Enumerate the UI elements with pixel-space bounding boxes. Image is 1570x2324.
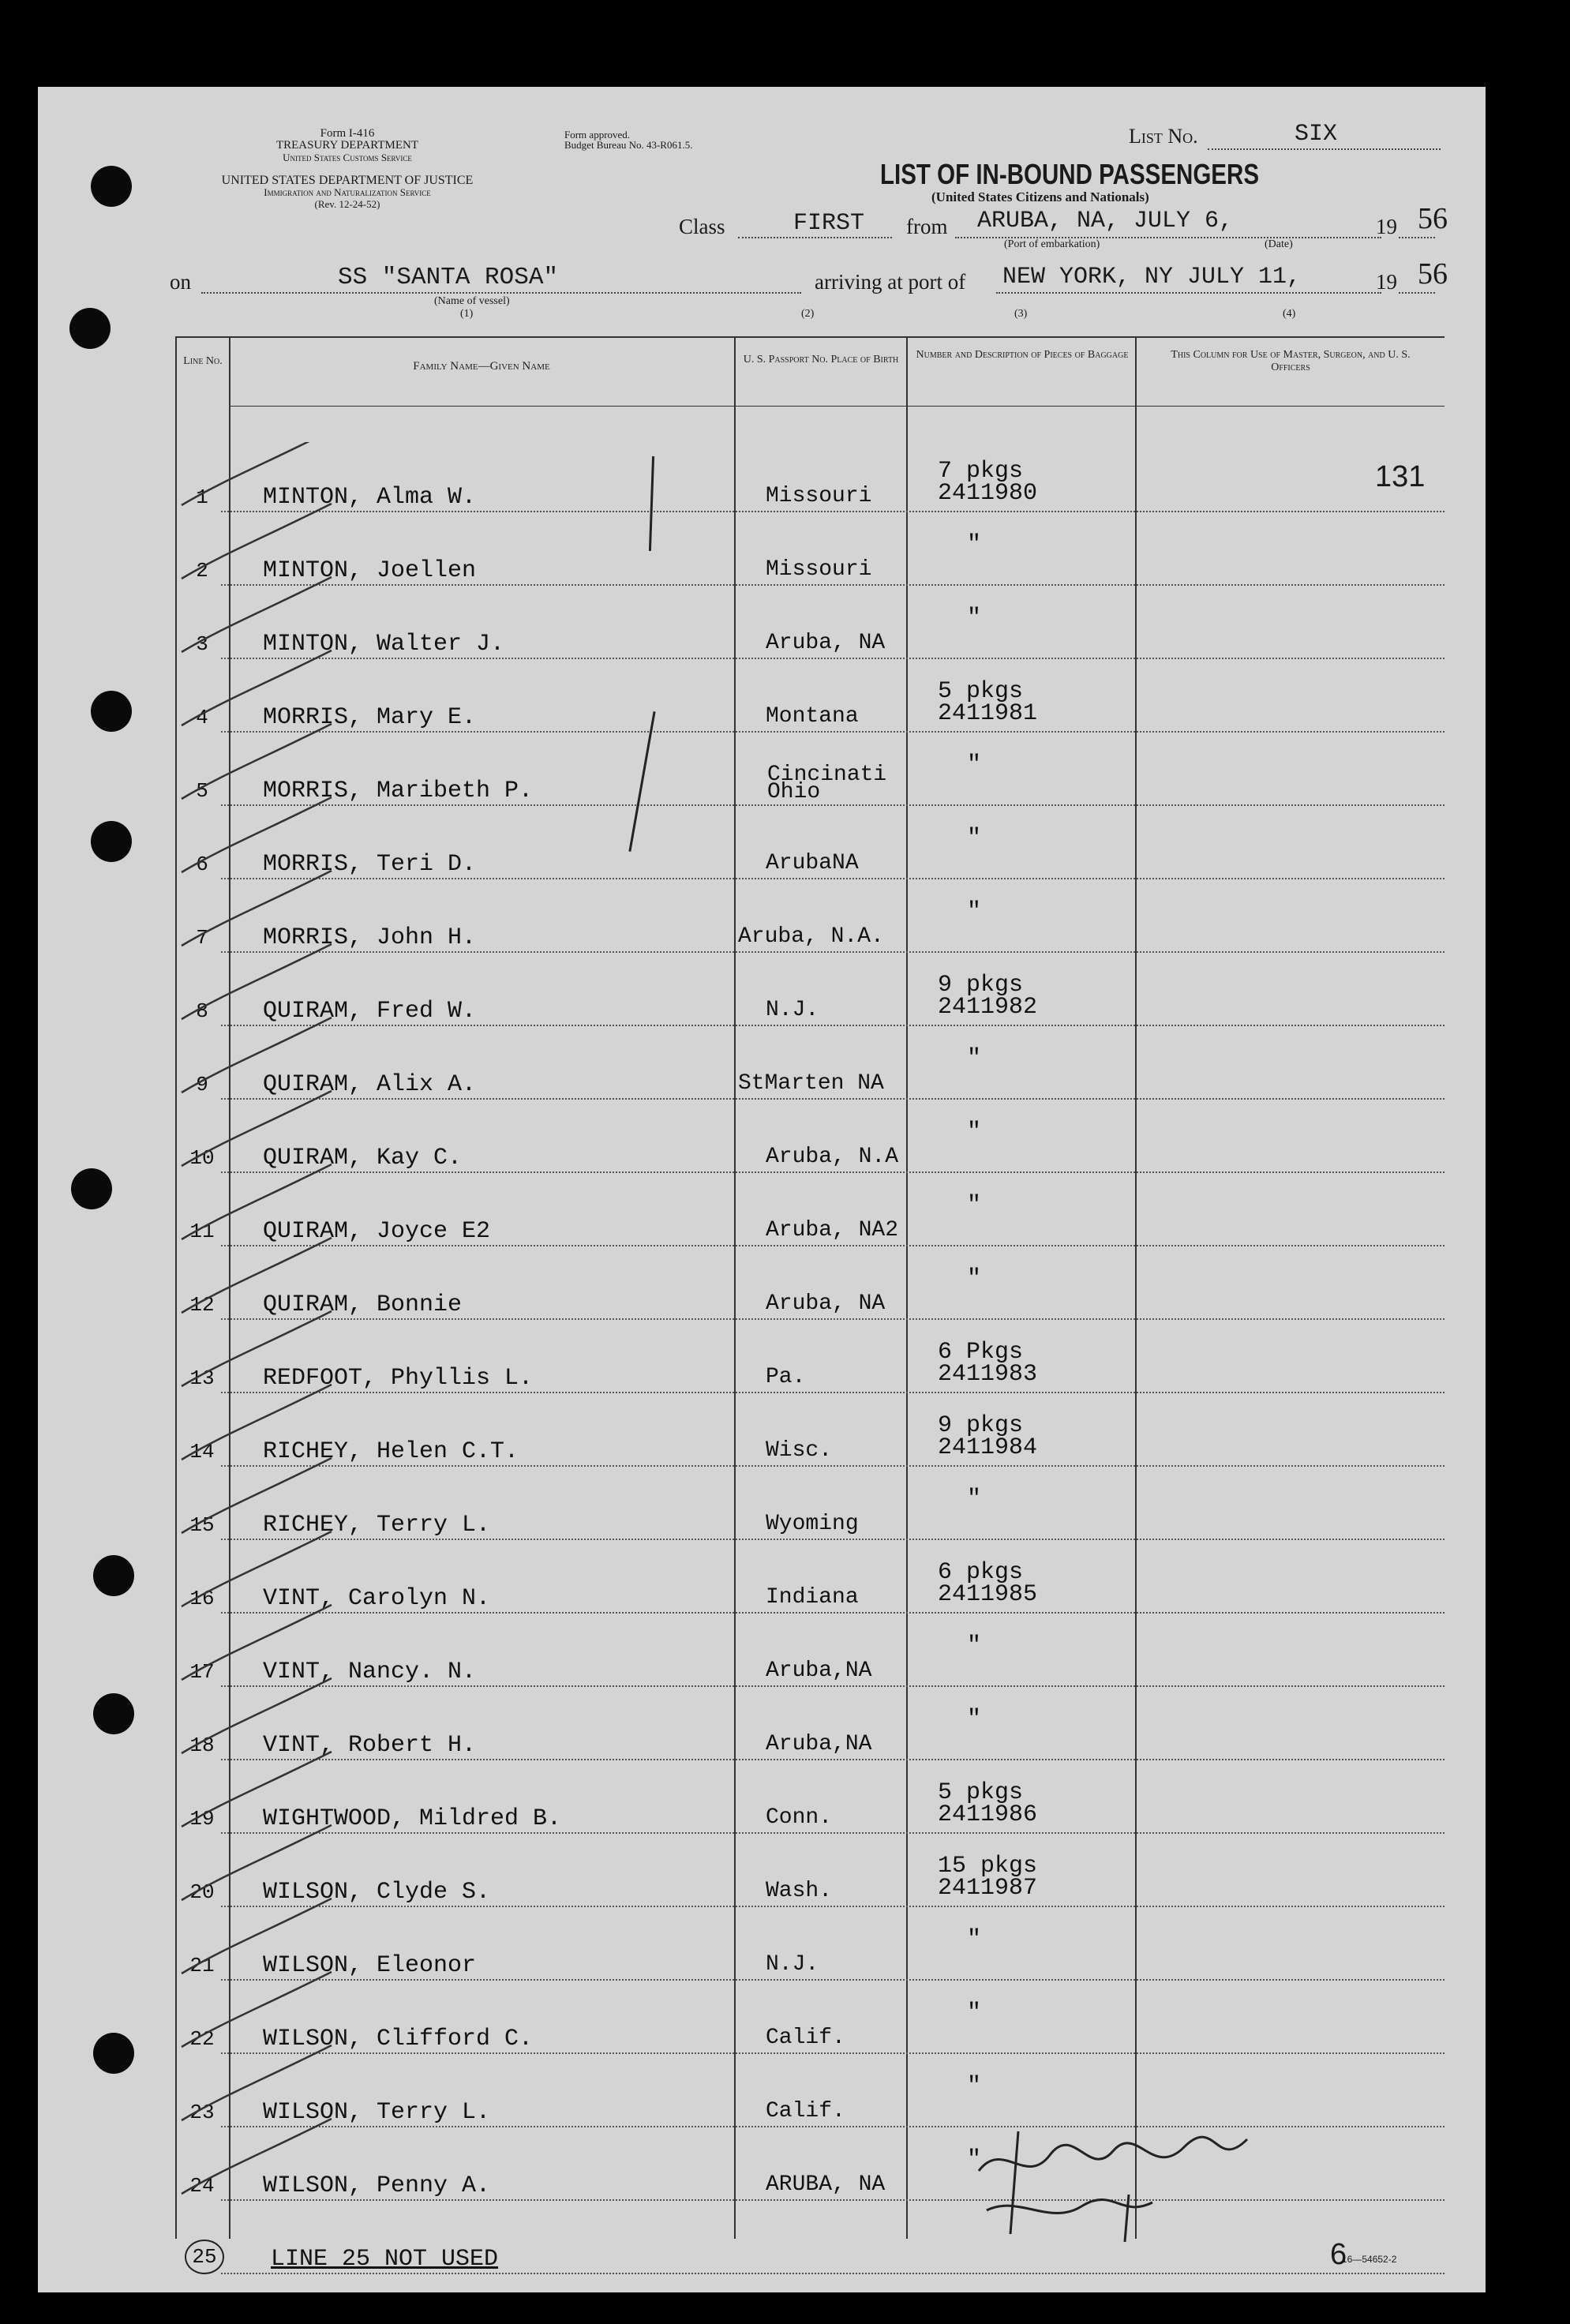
baggage-check-number: 2411985 [938,1581,1038,1608]
line-number: 1 [196,485,208,509]
baggage: " [967,1192,982,1219]
row-dotted-line [221,584,1444,586]
line-number: 23 [189,2101,215,2124]
form-approved-label: Form approved. [564,129,631,141]
baggage-count: 6 Pkgs [938,1339,1024,1366]
line-number: 16 [189,1587,215,1610]
passenger-name: QUIRAM, Bonnie [263,1291,463,1318]
punch-hole [91,166,132,207]
line-number: 19 [189,1807,215,1831]
passenger-name: QUIRAM, Fred W. [263,998,477,1025]
form-info-block [237,128,458,163]
place-of-birth: Indiana [766,1585,859,1610]
baggage-check-number: 2411987 [938,1875,1038,1902]
line-number: 14 [189,1440,215,1464]
baggage-count: 7 pkgs [938,458,1024,485]
place-col-divider [906,336,908,2239]
header-officers: This Column for Use of Master, Surgeon, and U. S. Officers [1171,349,1411,373]
baggage: " [967,1045,982,1072]
line-number: 15 [189,1513,215,1537]
vessel-caption: (Name of vessel) [434,295,510,307]
baggage-check-number: 2411986 [938,1801,1038,1828]
baggage-check-number: 2411982 [938,994,1038,1021]
table-top-border [175,336,1444,338]
from-value: ARUBA, NA, JULY 6, [977,208,1234,234]
line-number: 18 [189,1734,215,1757]
place-of-birth: Aruba,NA [766,1732,872,1756]
place-of-birth: Montana [766,704,859,729]
baggage [938,1561,1037,1606]
passenger-name: WIGHTWOOD, Mildred B. [263,1805,562,1832]
list-no-value: SIX [1295,121,1338,148]
place-of-birth: Wisc. [766,1438,833,1463]
justice-block [158,174,537,210]
baggage: " [967,605,982,632]
passenger-name: VINT, Carolyn N. [263,1585,491,1612]
place-of-birth: Missouri [766,484,872,508]
baggage [938,1779,1038,1828]
line-number: 20 [189,1880,215,1904]
passenger-name: MORRIS, Maribeth P. [263,778,534,804]
line-number: 8 [196,999,208,1023]
row-dotted-line [221,1759,1444,1760]
baggage-check-number: 2411980 [938,480,1038,507]
on-label: on [170,270,191,294]
row-dotted-line [221,804,1444,806]
baggage-check-number: 2411984 [938,1434,1038,1461]
baggage [938,1853,1038,1902]
place-of-birth: Aruba, NA2 [766,1218,899,1243]
line-number: 4 [196,706,208,729]
page-subtitle: (United States Citizens and Nationals) [931,189,1149,204]
baggage-count: 15 pkgs [938,1853,1038,1880]
header-bottom-rule [229,406,1444,407]
class-label: Class [679,215,725,238]
row-dotted-line [221,1685,1444,1687]
line-number: 12 [189,1293,215,1317]
col-marker-3: (3) [1014,308,1028,320]
baggage [938,972,1038,1021]
punch-hole [91,691,132,732]
baggage: " [967,2000,982,2026]
baggage [938,1412,1038,1461]
row-dotted-line [221,511,1444,512]
passenger-name: RICHEY, Helen C.T. [263,1438,519,1465]
baggage-count: 9 pkgs [938,1412,1024,1439]
line-number: 10 [189,1146,215,1170]
line-number: 7 [196,926,208,950]
baggage: " [967,1486,982,1512]
passenger-name: QUIRAM, Alix A. [263,1071,477,1098]
date-caption: (Date) [1265,238,1293,250]
passenger-name: WILSON, Terry L. [263,2099,491,2126]
page-title: LIST OF IN-BOUND PASSENGERS [880,158,1260,190]
row-dotted-line [221,1612,1444,1614]
baggage [938,1339,1038,1388]
passenger-name: VINT, Nancy. N. [263,1659,477,1685]
baggage-count: 6 pkgs [938,1559,1024,1586]
treasury-label: TREASURY DEPARTMENT [275,139,419,152]
header-baggage: Number and Description of Pieces of Baggage [916,349,1129,361]
officer-note: 131 [1375,460,1426,493]
row-dotted-line [221,1245,1444,1246]
passenger-name: LINE 25 NOT USED [271,2246,499,2273]
place-of-birth: N.J. [766,1952,819,1977]
passenger-name: QUIRAM, Kay C. [263,1145,463,1171]
header-line-no: Line No. [183,355,223,367]
passenger-name: RICHEY, Terry L. [263,1512,491,1539]
place-of-birth: N.J. [766,998,819,1022]
place-of-birth: ARUBA, NA [766,2172,886,2197]
line-number: 5 [196,779,208,803]
passenger-name: VINT, Robert H. [263,1732,477,1759]
row-dotted-line [221,1098,1444,1100]
line-number: 11 [189,1220,215,1243]
row-dotted-line [221,1392,1444,1393]
tick-marks [174,442,355,2258]
from-label: from [906,215,948,238]
row-dotted-line [221,1539,1444,1540]
line-number: 21 [189,1954,215,1977]
place-of-birth: Pa. [766,1365,806,1389]
row-dotted-line [221,1318,1444,1320]
col-marker-4: (4) [1283,308,1296,320]
line-number: 2 [196,559,208,583]
passenger-name: REDFOOT, Phyllis L. [263,1365,534,1392]
line-number: 6 [196,853,208,876]
punch-hole [71,1168,112,1209]
passenger-name: MINTON, Joellen [263,557,477,584]
baggage: " [967,1706,982,1733]
row-dotted-line [221,1906,1444,1907]
year-prefix-2: 19 [1376,270,1397,294]
row-dotted-line [221,878,1444,879]
form-number: Form I-416 [320,127,375,140]
passenger-name: QUIRAM, Joyce E2 [263,1218,491,1245]
baggage [938,680,1037,725]
name-col-divider [734,336,736,2239]
passenger-name: MORRIS, John H. [263,924,477,951]
punch-hole [93,2033,134,2074]
header-passport: U. S. Passport No. Place of Birth [743,354,899,365]
row-dotted-line [221,731,1444,733]
class-dots [738,237,892,238]
punch-hole [91,821,132,862]
row-dotted-line [221,1171,1444,1173]
place-of-birth: Cincinati Ohio [767,763,887,804]
col-marker-1: (1) [460,308,474,320]
officer-note: 6 [1330,2238,1347,2271]
place-of-birth: Conn. [766,1805,833,1830]
line-number: 17 [189,1660,215,1684]
passenger-name: MORRIS, Teri D. [263,851,477,878]
passenger-name: WILSON, Penny A. [263,2172,491,2199]
line-number: 9 [196,1073,208,1096]
punch-hole [69,308,111,349]
list-no-dots [1208,148,1441,150]
baggage [938,458,1038,507]
year-dots-1 [1399,237,1435,238]
place-of-birth: Missouri [766,557,872,582]
baggage: " [967,752,982,778]
col-marker-2: (2) [801,308,815,320]
place-of-birth: Wash. [766,1879,833,1903]
form-code: 16—54652-2 [1342,2254,1397,2265]
place-of-birth: Calif. [766,2099,845,2123]
baggage-check-number: 2411983 [938,1361,1038,1388]
header-name: Family Name—Given Name [413,360,550,373]
baggage: " [967,2073,982,2100]
baggage: " [967,1265,982,1292]
place-of-birth: ArubaNA [766,851,859,875]
place-of-birth: Aruba,NA [766,1659,872,1683]
officer-signature [955,2108,1271,2250]
line-number: 13 [189,1366,215,1390]
row-dotted-line [221,1025,1444,1026]
year-value-1: 56 [1418,202,1448,235]
place-of-birth: Aruba, NA [766,1291,886,1316]
passenger-name: MINTON, Walter J. [263,631,505,658]
list-no-label: List No. [1129,125,1198,148]
year-value-2: 56 [1418,257,1448,290]
baggage: " [967,531,982,558]
row-dotted-line [221,1832,1444,1834]
vessel-dots [201,292,801,294]
punch-hole [93,1555,134,1596]
passenger-name: MINTON, Alma W. [263,484,477,511]
vessel-name: SS "SANTA ROSA" [338,264,559,291]
place-of-birth: Wyoming [766,1512,859,1536]
line-number: 3 [196,632,208,656]
passenger-name: WILSON, Clifford C. [263,2026,534,2052]
row-dotted-line [221,2273,1444,2274]
place-of-birth: Calif. [766,2026,845,2050]
justice-label: UNITED STATES DEPARTMENT OF JUSTICE [221,174,474,187]
row-dotted-line [221,658,1444,659]
customs-label: United States Customs Service [283,152,412,163]
baggage: " [967,1926,982,1953]
baggage: " [967,898,982,925]
year-dots-2 [1399,292,1435,294]
baggage: " [967,1632,982,1659]
row-dotted-line [221,1979,1444,1981]
year-prefix-1: 19 [1376,215,1397,238]
baggage: " [967,2146,982,2173]
place-of-birth: Aruba, N.A [766,1145,899,1169]
arriving-label: arriving at port of [815,270,966,294]
line-number: 22 [189,2027,215,2051]
baggage-count: 5 pkgs [938,678,1024,705]
passenger-name: MORRIS, Mary E. [263,704,477,731]
row-dotted-line [221,2052,1444,2054]
class-value: FIRST [793,210,865,237]
baggage: " [967,1119,982,1145]
baggage-col-divider [1135,336,1137,2239]
place-of-birth: StMarten NA [738,1071,884,1096]
passenger-name: WILSON, Clyde S. [263,1879,491,1906]
arrival-dots [996,292,1381,294]
line-number: 24 [189,2174,215,2198]
baggage-count: 5 pkgs [938,1779,1024,1806]
row-dotted-line [221,951,1444,953]
port-embarkation-caption: (Port of embarkation) [1004,238,1100,250]
place-of-birth: Aruba, N.A. [738,924,884,949]
revision-label: (Rev. 12-24-52) [314,198,380,210]
baggage: " [967,825,982,852]
arrival-value: NEW YORK, NY JULY 11, [1002,264,1302,290]
passenger-name: WILSON, Eleonor [263,1952,477,1979]
baggage-check-number: 2411981 [938,700,1038,727]
budget-bureau-label: Budget Bureau No. 43-R061.5. [564,139,693,151]
baggage-count: 9 pkgs [938,972,1024,999]
punch-hole [93,1693,134,1734]
place-of-birth: Aruba, NA [766,631,886,655]
line-number: 25 [185,2240,224,2274]
row-dotted-line [221,1465,1444,1467]
approval-block [564,129,692,150]
ins-label: Immigration and Naturalization Service [264,186,431,198]
